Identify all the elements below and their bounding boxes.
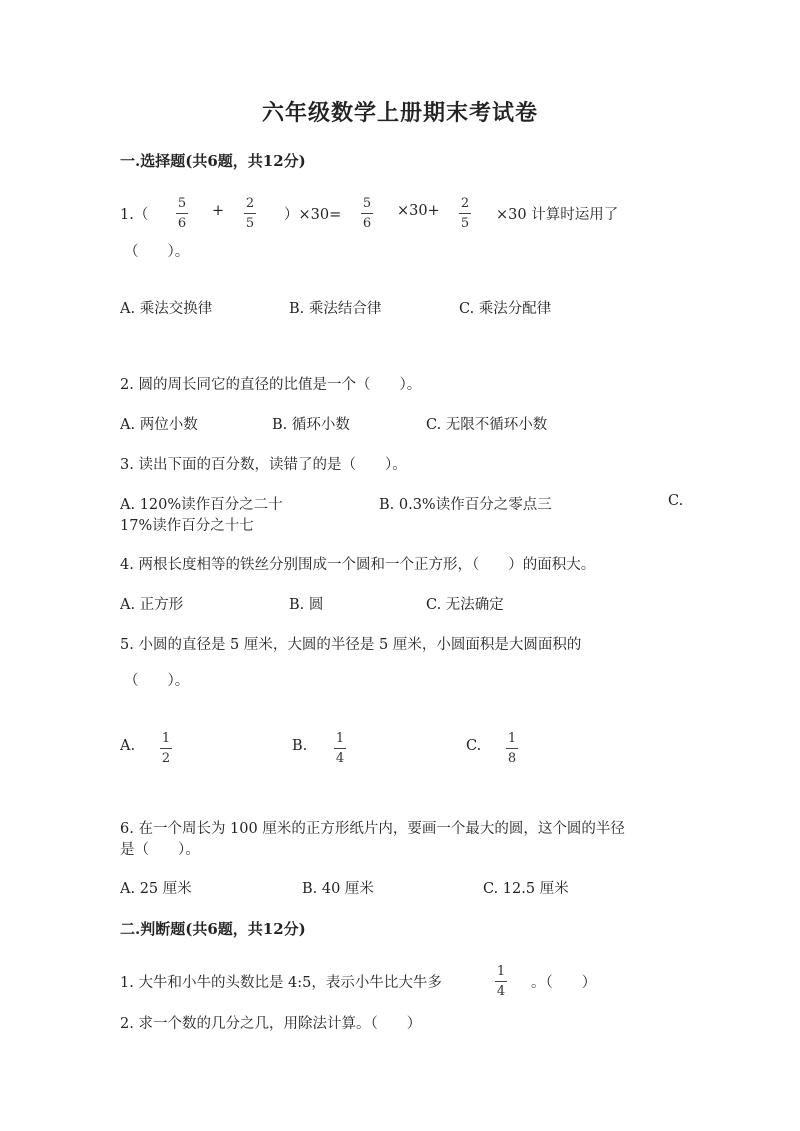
q1-plus: + xyxy=(212,203,225,219)
q1-fraction-4 xyxy=(459,196,471,231)
judge-q2-text: 2. 求一个数的几分之几，用除法计算。（ ） xyxy=(120,1016,422,1032)
q1-fraction-2 xyxy=(244,196,256,231)
q4-text: 4. 两根长度相等的铁丝分别围成一个圆和一个正方形，（ ）的面积大。 xyxy=(120,557,596,573)
q1-text-part1: 1.（ xyxy=(120,207,149,223)
q2-option-c: C. 无限不循环小数 xyxy=(426,417,548,433)
judge-q1-fraction xyxy=(495,964,507,999)
judge-q1-text-part2: 。（ ） xyxy=(531,975,597,991)
frac-num: 1 xyxy=(507,731,517,746)
frac-den: 2 xyxy=(161,751,171,766)
q5-option-c-fraction xyxy=(506,731,518,766)
q1-fraction-3 xyxy=(361,196,373,231)
q2-option-b: B. 循环小数 xyxy=(272,417,350,433)
q4-option-a: A. 正方形 xyxy=(120,597,184,613)
page-title: 六年级数学上册期末考试卷 xyxy=(261,100,538,126)
q3-option-c-text: 17%读作百分之十七 xyxy=(120,518,254,534)
frac-num: 1 xyxy=(335,731,345,746)
frac-den: 6 xyxy=(362,216,372,231)
q6-text: 6. 在一个周长为 100 厘米的正方形纸片内，要画一个最大的圆，这个圆的半径 xyxy=(120,821,625,837)
q6-option-c: C. 12.5 厘米 xyxy=(483,881,569,897)
q1-option-b: B. 乘法结合律 xyxy=(289,301,382,317)
q2-text: 2. 圆的周长同它的直径的比值是一个（ ）。 xyxy=(120,377,422,393)
frac-den: 5 xyxy=(245,216,255,231)
q2-option-a: A. 两位小数 xyxy=(120,417,198,433)
q1-fraction-1 xyxy=(176,196,188,231)
q3-option-b: B. 0.3%读作百分之零点三 xyxy=(379,497,552,513)
q3-option-a: A. 120%读作百分之二十 xyxy=(120,497,283,513)
frac-num: 5 xyxy=(177,196,187,211)
frac-num: 5 xyxy=(362,196,372,211)
q1-text-part4: ×30 计算时运用了 xyxy=(496,207,619,223)
q1-option-a: A. 乘法交换律 xyxy=(120,301,213,317)
frac-den: 5 xyxy=(460,216,470,231)
q6-option-a: A. 25 厘米 xyxy=(120,881,192,897)
q5-option-b-fraction xyxy=(334,731,346,766)
frac-num: 2 xyxy=(245,196,255,211)
frac-num: 1 xyxy=(161,731,171,746)
q3-text: 3. 读出下面的百分数，读错了的是（ ）。 xyxy=(120,457,407,473)
q1-text-line2: （ ）。 xyxy=(124,244,190,260)
q3-option-c: C. xyxy=(668,493,684,509)
q6-option-b: B. 40 厘米 xyxy=(302,881,374,897)
frac-den: 8 xyxy=(507,751,517,766)
judge-q1-text-part1: 1. 大牛和小牛的头数比是 4:5，表示小牛比大牛多 xyxy=(120,975,442,991)
q6-text-line2: 是（ ）。 xyxy=(120,842,200,858)
q5-text: 5. 小圆的直径是 5 厘米，大圆的半径是 5 厘米，小圆面积是大圆面积的 xyxy=(120,637,582,653)
q1-text-part3: ×30+ xyxy=(397,203,440,219)
q1-option-c: C. 乘法分配律 xyxy=(459,301,552,317)
frac-num: 1 xyxy=(496,964,506,979)
frac-den: 4 xyxy=(496,984,506,999)
q5-option-a-label: A. xyxy=(120,738,136,754)
section-heading-judge: 二.判断题(共6题，共12分) xyxy=(120,920,306,938)
frac-den: 6 xyxy=(177,216,187,231)
section-heading-choice: 一.选择题(共6题，共12分) xyxy=(120,152,306,170)
q4-option-b: B. 圆 xyxy=(289,597,324,613)
q5-text-line2: （ ）。 xyxy=(124,673,190,689)
q5-option-b-label: B. xyxy=(292,738,308,754)
q5-option-a-fraction xyxy=(160,731,172,766)
q5-option-c-label: C. xyxy=(466,738,482,754)
q1-text-part2: ）×30= xyxy=(284,207,342,223)
q4-option-c: C. 无法确定 xyxy=(426,597,504,613)
frac-num: 2 xyxy=(460,196,470,211)
frac-den: 4 xyxy=(335,751,345,766)
